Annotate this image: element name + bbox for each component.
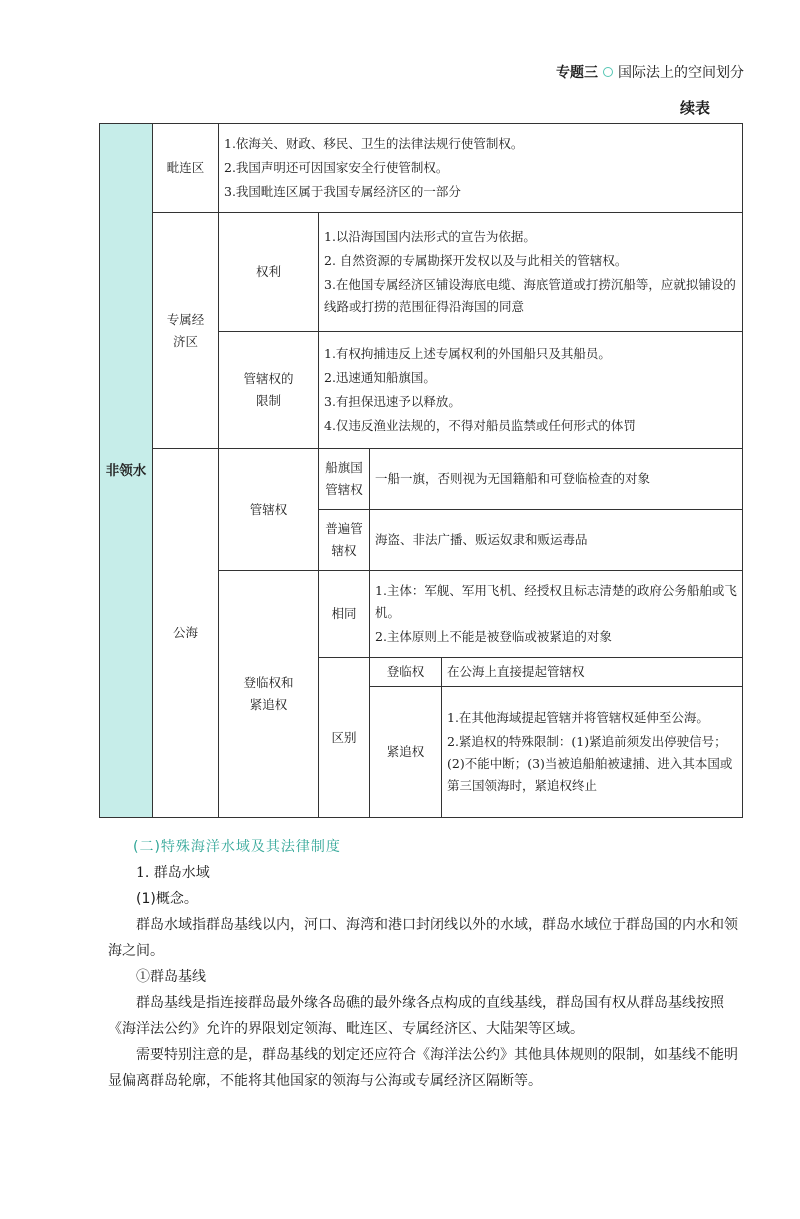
contiguous-zone-content: 1.依海关、财政、移民、卫生的法律法规行使管制权。 2.我国声明还可因国家安全行使管制权。 3.我国毗连区属于我国专属经济区的一部分 bbox=[219, 124, 743, 213]
same-content: 1.主体：军舰、军用飞机、经授权且标志清楚的政府公务船舶或飞机。 2.主体原则上不能是被登临或被紧追的对象 bbox=[370, 571, 743, 658]
subheading-baseline: ①群岛基线 bbox=[136, 969, 206, 985]
eez-limits-label: 管辖权的限制 bbox=[219, 332, 319, 449]
subheading-archipelagic-waters: 1. 群岛水域 bbox=[136, 865, 210, 881]
eez-limits-content: 1.有权拘捕违反上述专属权利的外国船只及其船员。 2.迅速通知船旗国。 3.有担保迅速予以释放。 4.仅违反渔业法规的，不得对船员监禁或任何形式的体罚 bbox=[319, 332, 743, 449]
category-cell: 非领水 bbox=[100, 124, 153, 818]
circle-icon bbox=[603, 67, 613, 77]
table-row bbox=[100, 124, 743, 213]
eez-rights-label: 权利 bbox=[219, 213, 319, 332]
table-row bbox=[100, 449, 743, 510]
section-title: (二)特殊海洋水域及其法律制度 bbox=[133, 839, 341, 855]
flag-state-content: 一船一旗，否则视为无国籍船和可登临检查的对象 bbox=[370, 449, 743, 510]
boarding-pursuit-label: 登临权和紧追权 bbox=[219, 571, 319, 818]
universal-content: 海盗、非法广播、贩运奴隶和贩运毒品 bbox=[370, 510, 743, 571]
high-seas-label: 公海 bbox=[153, 449, 219, 818]
continued-label: 续表 bbox=[679, 99, 710, 117]
boarding-content: 在公海上直接提起管辖权 bbox=[442, 658, 743, 687]
high-seas-jurisdiction-label: 管辖权 bbox=[219, 449, 319, 571]
page-header bbox=[556, 62, 744, 82]
diff-label: 区别 bbox=[319, 658, 370, 818]
topic-title: 国际法上的空间划分 bbox=[618, 65, 744, 81]
paragraph-1: 群岛水域指群岛基线以内，河口、海湾和港口封闭线以外的水域，群岛水域位于群岛国的内水和领海之间。 bbox=[108, 917, 738, 959]
pursuit-label: 紧追权 bbox=[370, 687, 442, 818]
contiguous-zone-label: 毗连区 bbox=[153, 124, 219, 213]
topic-label: 专题三 bbox=[556, 65, 598, 81]
universal-label: 普遍管辖权 bbox=[319, 510, 370, 571]
flag-state-label: 船旗国管辖权 bbox=[319, 449, 370, 510]
paragraph-2: 群岛基线是指连接群岛最外缘各岛礁的最外缘各点构成的直线基线，群岛国有权从群岛基线按照《海洋法公约》允许的界限划定领海、毗连区、专属经济区、大陆架等区域。 bbox=[108, 995, 724, 1037]
same-label: 相同 bbox=[319, 571, 370, 658]
body-content bbox=[108, 860, 744, 1094]
table-row bbox=[100, 213, 743, 332]
eez-rights-content: 1.以沿海国国内法形式的宣告为依据。 2. 自然资源的专属勘探开发权以及与此相关的管辖权。 3.在他国专属经济区铺设海底电缆、海底管道或打捞沉船等，应就拟铺设的线路或打捞的范围征得沿海国的同意 bbox=[319, 213, 743, 332]
pursuit-content: 1.在其他海域提起管辖并将管辖权延伸至公海。 2.紧追权的特殊限制：(1)紧追前须发出停驶信号；(2)不能中断；(3)当被追船舶被逮捕、进入其本国或第三国领海时，紧追权终止 bbox=[442, 687, 743, 818]
subheading-concept: (1)概念。 bbox=[136, 891, 198, 907]
eez-label: 专属经济区 bbox=[153, 213, 219, 449]
boarding-label: 登临权 bbox=[370, 658, 442, 687]
sea-zones-table bbox=[99, 123, 743, 818]
paragraph-3: 需要特别注意的是，群岛基线的划定还应符合《海洋法公约》其他具体规则的限制，如基线不能明显偏离群岛轮廓，不能将其他国家的领海与公海或专属经济区隔断等。 bbox=[108, 1047, 738, 1089]
